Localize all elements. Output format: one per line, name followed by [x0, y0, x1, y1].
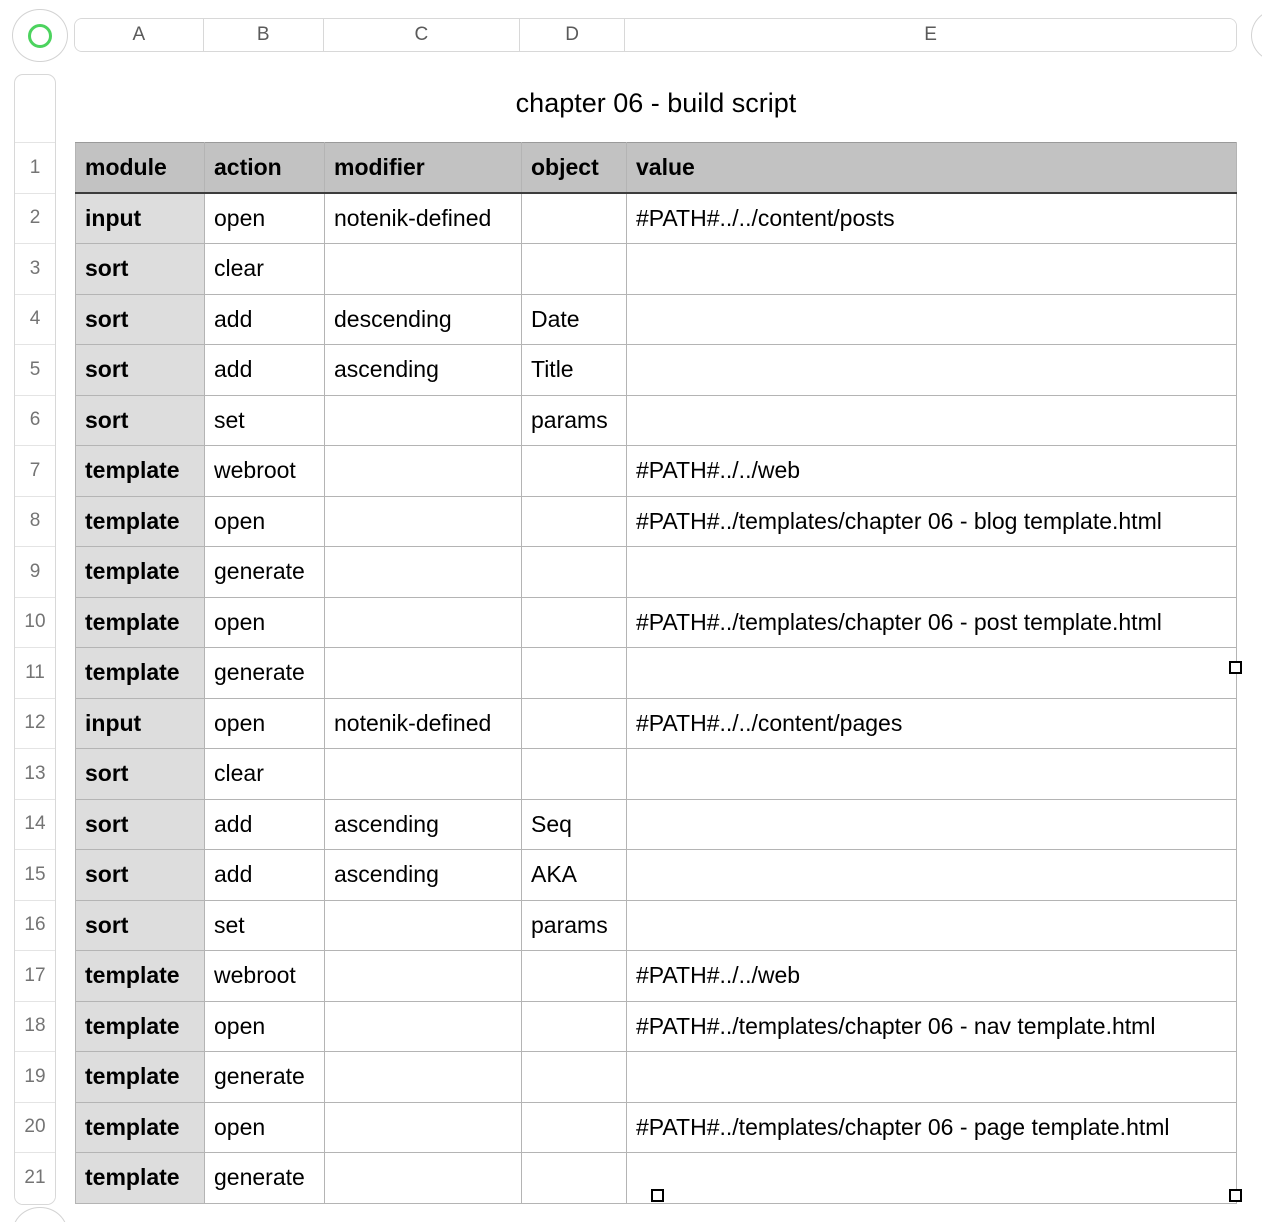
cell-value[interactable]: #PATH#../templates/chapter 06 - nav template.html	[627, 1001, 1237, 1052]
cell-value[interactable]	[627, 395, 1237, 446]
table-row	[76, 597, 1237, 648]
cell-value[interactable]: #PATH#../../web	[627, 446, 1237, 497]
column-header-a-label: A	[132, 24, 146, 45]
cell-module[interactable]: template	[76, 951, 205, 1002]
bottom-left-corner-button[interactable]	[12, 1207, 68, 1222]
table-row	[76, 294, 1237, 345]
table-row	[76, 547, 1237, 598]
row-header-label: 21	[24, 1167, 46, 1189]
row-header-2[interactable]	[15, 194, 55, 245]
column-header-value[interactable]: value	[627, 143, 1237, 194]
column-header-c[interactable]	[324, 19, 521, 51]
cell-object[interactable]	[522, 193, 627, 244]
cell-value[interactable]	[627, 799, 1237, 850]
table-row	[76, 1052, 1237, 1103]
row-header-9[interactable]	[15, 547, 55, 598]
row-header-16[interactable]	[15, 901, 55, 952]
select-all-corner-button[interactable]	[12, 9, 68, 62]
row-header-label: 2	[29, 207, 41, 229]
cell-object[interactable]: Title	[522, 345, 627, 396]
row-header-10[interactable]	[15, 598, 55, 649]
row-header-13[interactable]	[15, 749, 55, 800]
cell-modifier[interactable]	[325, 1001, 522, 1052]
cell-modifier[interactable]: notenik-defined	[325, 193, 522, 244]
row-header-12[interactable]	[15, 699, 55, 750]
column-header-action[interactable]: action	[205, 143, 325, 194]
cell-object[interactable]	[522, 951, 627, 1002]
cell-value[interactable]	[627, 1153, 1237, 1204]
cell-module[interactable]: sort	[76, 395, 205, 446]
cell-modifier[interactable]	[325, 496, 522, 547]
row-header-label: 14	[24, 813, 46, 835]
cell-module[interactable]: template	[76, 597, 205, 648]
cell-module[interactable]: template	[76, 648, 205, 699]
row-header-3[interactable]	[15, 244, 55, 295]
row-header-title-spacer	[15, 75, 55, 143]
row-header-label: 3	[29, 257, 41, 279]
row-header-8[interactable]	[15, 497, 55, 548]
row-header-6[interactable]	[15, 396, 55, 447]
cell-object[interactable]	[522, 1102, 627, 1153]
cell-action[interactable]: open	[205, 496, 325, 547]
column-header-a[interactable]	[75, 19, 204, 51]
cell-object[interactable]	[522, 698, 627, 749]
cell-action[interactable]: set	[205, 900, 325, 951]
cell-object[interactable]	[522, 496, 627, 547]
cell-module[interactable]: sort	[76, 244, 205, 295]
cell-object[interactable]	[522, 1001, 627, 1052]
row-header-label: 10	[24, 611, 46, 633]
cell-module[interactable]: template	[76, 1153, 205, 1204]
cell-value[interactable]: #PATH#../../content/pages	[627, 698, 1237, 749]
row-header-14[interactable]	[15, 800, 55, 851]
cell-object[interactable]	[522, 446, 627, 497]
cell-object[interactable]: params	[522, 900, 627, 951]
row-header-label: 16	[24, 914, 46, 936]
row-header-15[interactable]	[15, 850, 55, 901]
cell-modifier[interactable]	[325, 1052, 522, 1103]
cell-object[interactable]	[522, 547, 627, 598]
table-header-row	[76, 143, 1237, 194]
cell-action[interactable]: open	[205, 597, 325, 648]
row-header-label: 9	[29, 560, 41, 582]
cell-module[interactable]: input	[76, 193, 205, 244]
cell-modifier[interactable]	[325, 547, 522, 598]
column-header-modifier[interactable]: modifier	[325, 143, 522, 194]
cell-value[interactable]	[627, 749, 1237, 800]
cell-object[interactable]	[522, 648, 627, 699]
cell-modifier[interactable]: descending	[325, 294, 522, 345]
table-row	[76, 799, 1237, 850]
table-body	[76, 193, 1237, 1203]
row-header-label: 17	[24, 964, 46, 986]
column-header-c-label: C	[414, 24, 429, 45]
cell-modifier[interactable]	[325, 749, 522, 800]
cell-modifier[interactable]	[325, 900, 522, 951]
green-ring-select-all-icon	[28, 24, 52, 48]
row-header-label: 4	[29, 308, 41, 330]
row-header-7[interactable]	[15, 446, 55, 497]
table-row	[76, 698, 1237, 749]
cell-action[interactable]: add	[205, 799, 325, 850]
row-header-label: 13	[24, 762, 46, 784]
cell-module[interactable]: template	[76, 496, 205, 547]
cell-action[interactable]: add	[205, 850, 325, 901]
row-header-label: 11	[25, 661, 45, 683]
cell-value[interactable]: #PATH#../../web	[627, 951, 1237, 1002]
cell-module[interactable]: input	[76, 698, 205, 749]
table-row	[76, 193, 1237, 244]
cell-value[interactable]	[627, 900, 1237, 951]
cell-module[interactable]: sort	[76, 799, 205, 850]
cell-object[interactable]: params	[522, 395, 627, 446]
table-row	[76, 244, 1237, 295]
right-resize-handle[interactable]	[1229, 661, 1242, 674]
column-header-d-label: D	[565, 24, 580, 45]
cell-value[interactable]: #PATH#../../content/posts	[627, 193, 1237, 244]
table-row	[76, 1102, 1237, 1153]
cell-module[interactable]: sort	[76, 850, 205, 901]
cell-action[interactable]: generate	[205, 648, 325, 699]
cell-module[interactable]: template	[76, 446, 205, 497]
table-row	[76, 648, 1237, 699]
cell-modifier[interactable]: ascending	[325, 850, 522, 901]
row-header-18[interactable]	[15, 1002, 55, 1053]
row-header-19[interactable]	[15, 1052, 55, 1103]
cell-module[interactable]: template	[76, 547, 205, 598]
row-header-11[interactable]	[15, 648, 55, 699]
cell-modifier[interactable]	[325, 597, 522, 648]
cell-action[interactable]: open	[205, 1001, 325, 1052]
row-header-21[interactable]	[15, 1153, 55, 1204]
cell-action[interactable]: webroot	[205, 446, 325, 497]
table-row	[76, 900, 1237, 951]
cell-action[interactable]: clear	[205, 749, 325, 800]
cell-action[interactable]: generate	[205, 1153, 325, 1204]
cell-module[interactable]: sort	[76, 900, 205, 951]
cell-action[interactable]: open	[205, 698, 325, 749]
cell-action[interactable]: add	[205, 345, 325, 396]
table-row	[76, 345, 1237, 396]
cell-module[interactable]: template	[76, 1102, 205, 1153]
row-header-label: 15	[24, 863, 46, 885]
bottom-resize-handle[interactable]	[651, 1189, 664, 1202]
cell-object[interactable]: Seq	[522, 799, 627, 850]
row-header-4[interactable]	[15, 295, 55, 346]
cell-action[interactable]: open	[205, 1102, 325, 1153]
column-header-object[interactable]: object	[522, 143, 627, 194]
cell-object[interactable]	[522, 1052, 627, 1103]
row-header-label: 18	[24, 1015, 46, 1037]
cell-module[interactable]: sort	[76, 294, 205, 345]
cell-object[interactable]: AKA	[522, 850, 627, 901]
cell-value[interactable]	[627, 547, 1237, 598]
cell-object[interactable]	[522, 1153, 627, 1204]
row-header-1[interactable]	[15, 143, 55, 194]
cell-action[interactable]: generate	[205, 547, 325, 598]
cell-modifier[interactable]	[325, 648, 522, 699]
right-edge-corner-button[interactable]	[1251, 9, 1262, 62]
cell-action[interactable]: set	[205, 395, 325, 446]
cell-module[interactable]: template	[76, 1052, 205, 1103]
cell-action[interactable]: add	[205, 294, 325, 345]
cell-action[interactable]: generate	[205, 1052, 325, 1103]
cell-action[interactable]: clear	[205, 244, 325, 295]
row-header-label: 1	[29, 156, 41, 178]
cell-modifier[interactable]: ascending	[325, 345, 522, 396]
column-header-module[interactable]: module	[76, 143, 205, 194]
row-header-17[interactable]	[15, 951, 55, 1002]
cell-value[interactable]: #PATH#../templates/chapter 06 - page template.html	[627, 1102, 1237, 1153]
table-row	[76, 446, 1237, 497]
column-header-b-label: B	[256, 24, 270, 45]
table-row	[76, 496, 1237, 547]
cell-value[interactable]	[627, 648, 1237, 699]
row-header-label: 5	[29, 358, 41, 380]
table-row	[76, 951, 1237, 1002]
cell-object[interactable]	[522, 244, 627, 295]
row-header-label: 19	[24, 1065, 46, 1087]
row-header-5[interactable]	[15, 345, 55, 396]
page-title: chapter 06 - build script	[515, 88, 797, 118]
cell-module[interactable]: template	[76, 1001, 205, 1052]
cell-module[interactable]: sort	[76, 749, 205, 800]
row-header-label: 6	[29, 409, 41, 431]
cell-value[interactable]: #PATH#../templates/chapter 06 - post template.html	[627, 597, 1237, 648]
row-header-label: 7	[29, 459, 41, 481]
cell-action[interactable]: open	[205, 193, 325, 244]
cell-module[interactable]: sort	[76, 345, 205, 396]
column-header-d[interactable]	[520, 19, 625, 51]
cell-object[interactable]	[522, 597, 627, 648]
row-header-label: 20	[24, 1116, 46, 1138]
column-header-e[interactable]	[625, 19, 1236, 51]
cell-value[interactable]	[627, 294, 1237, 345]
row-header-20[interactable]	[15, 1103, 55, 1154]
column-header-bar	[74, 18, 1237, 52]
table-row	[76, 395, 1237, 446]
cell-modifier[interactable]	[325, 1153, 522, 1204]
cell-modifier[interactable]	[325, 395, 522, 446]
data-grid	[75, 142, 1237, 1204]
cell-modifier[interactable]	[325, 1102, 522, 1153]
table-row	[76, 1001, 1237, 1052]
row-header-label: 8	[29, 510, 41, 532]
cell-value[interactable]	[627, 1052, 1237, 1103]
cell-modifier[interactable]	[325, 951, 522, 1002]
cell-value[interactable]	[627, 345, 1237, 396]
row-header-label: 12	[24, 712, 46, 734]
cell-modifier[interactable]	[325, 244, 522, 295]
table-row	[76, 850, 1237, 901]
cell-modifier[interactable]	[325, 446, 522, 497]
cell-modifier[interactable]: ascending	[325, 799, 522, 850]
table-row	[76, 749, 1237, 800]
column-header-b[interactable]	[204, 19, 324, 51]
cell-modifier[interactable]: notenik-defined	[325, 698, 522, 749]
corner-resize-handle[interactable]	[1229, 1189, 1242, 1202]
cell-action[interactable]: webroot	[205, 951, 325, 1002]
cell-value[interactable]: #PATH#../templates/chapter 06 - blog template.html	[627, 496, 1237, 547]
cell-value[interactable]	[627, 850, 1237, 901]
column-header-e-label: E	[924, 24, 937, 45]
cell-value[interactable]	[627, 244, 1237, 295]
row-header-bar	[14, 74, 56, 1205]
cell-object[interactable]: Date	[522, 294, 627, 345]
cell-object[interactable]	[522, 749, 627, 800]
